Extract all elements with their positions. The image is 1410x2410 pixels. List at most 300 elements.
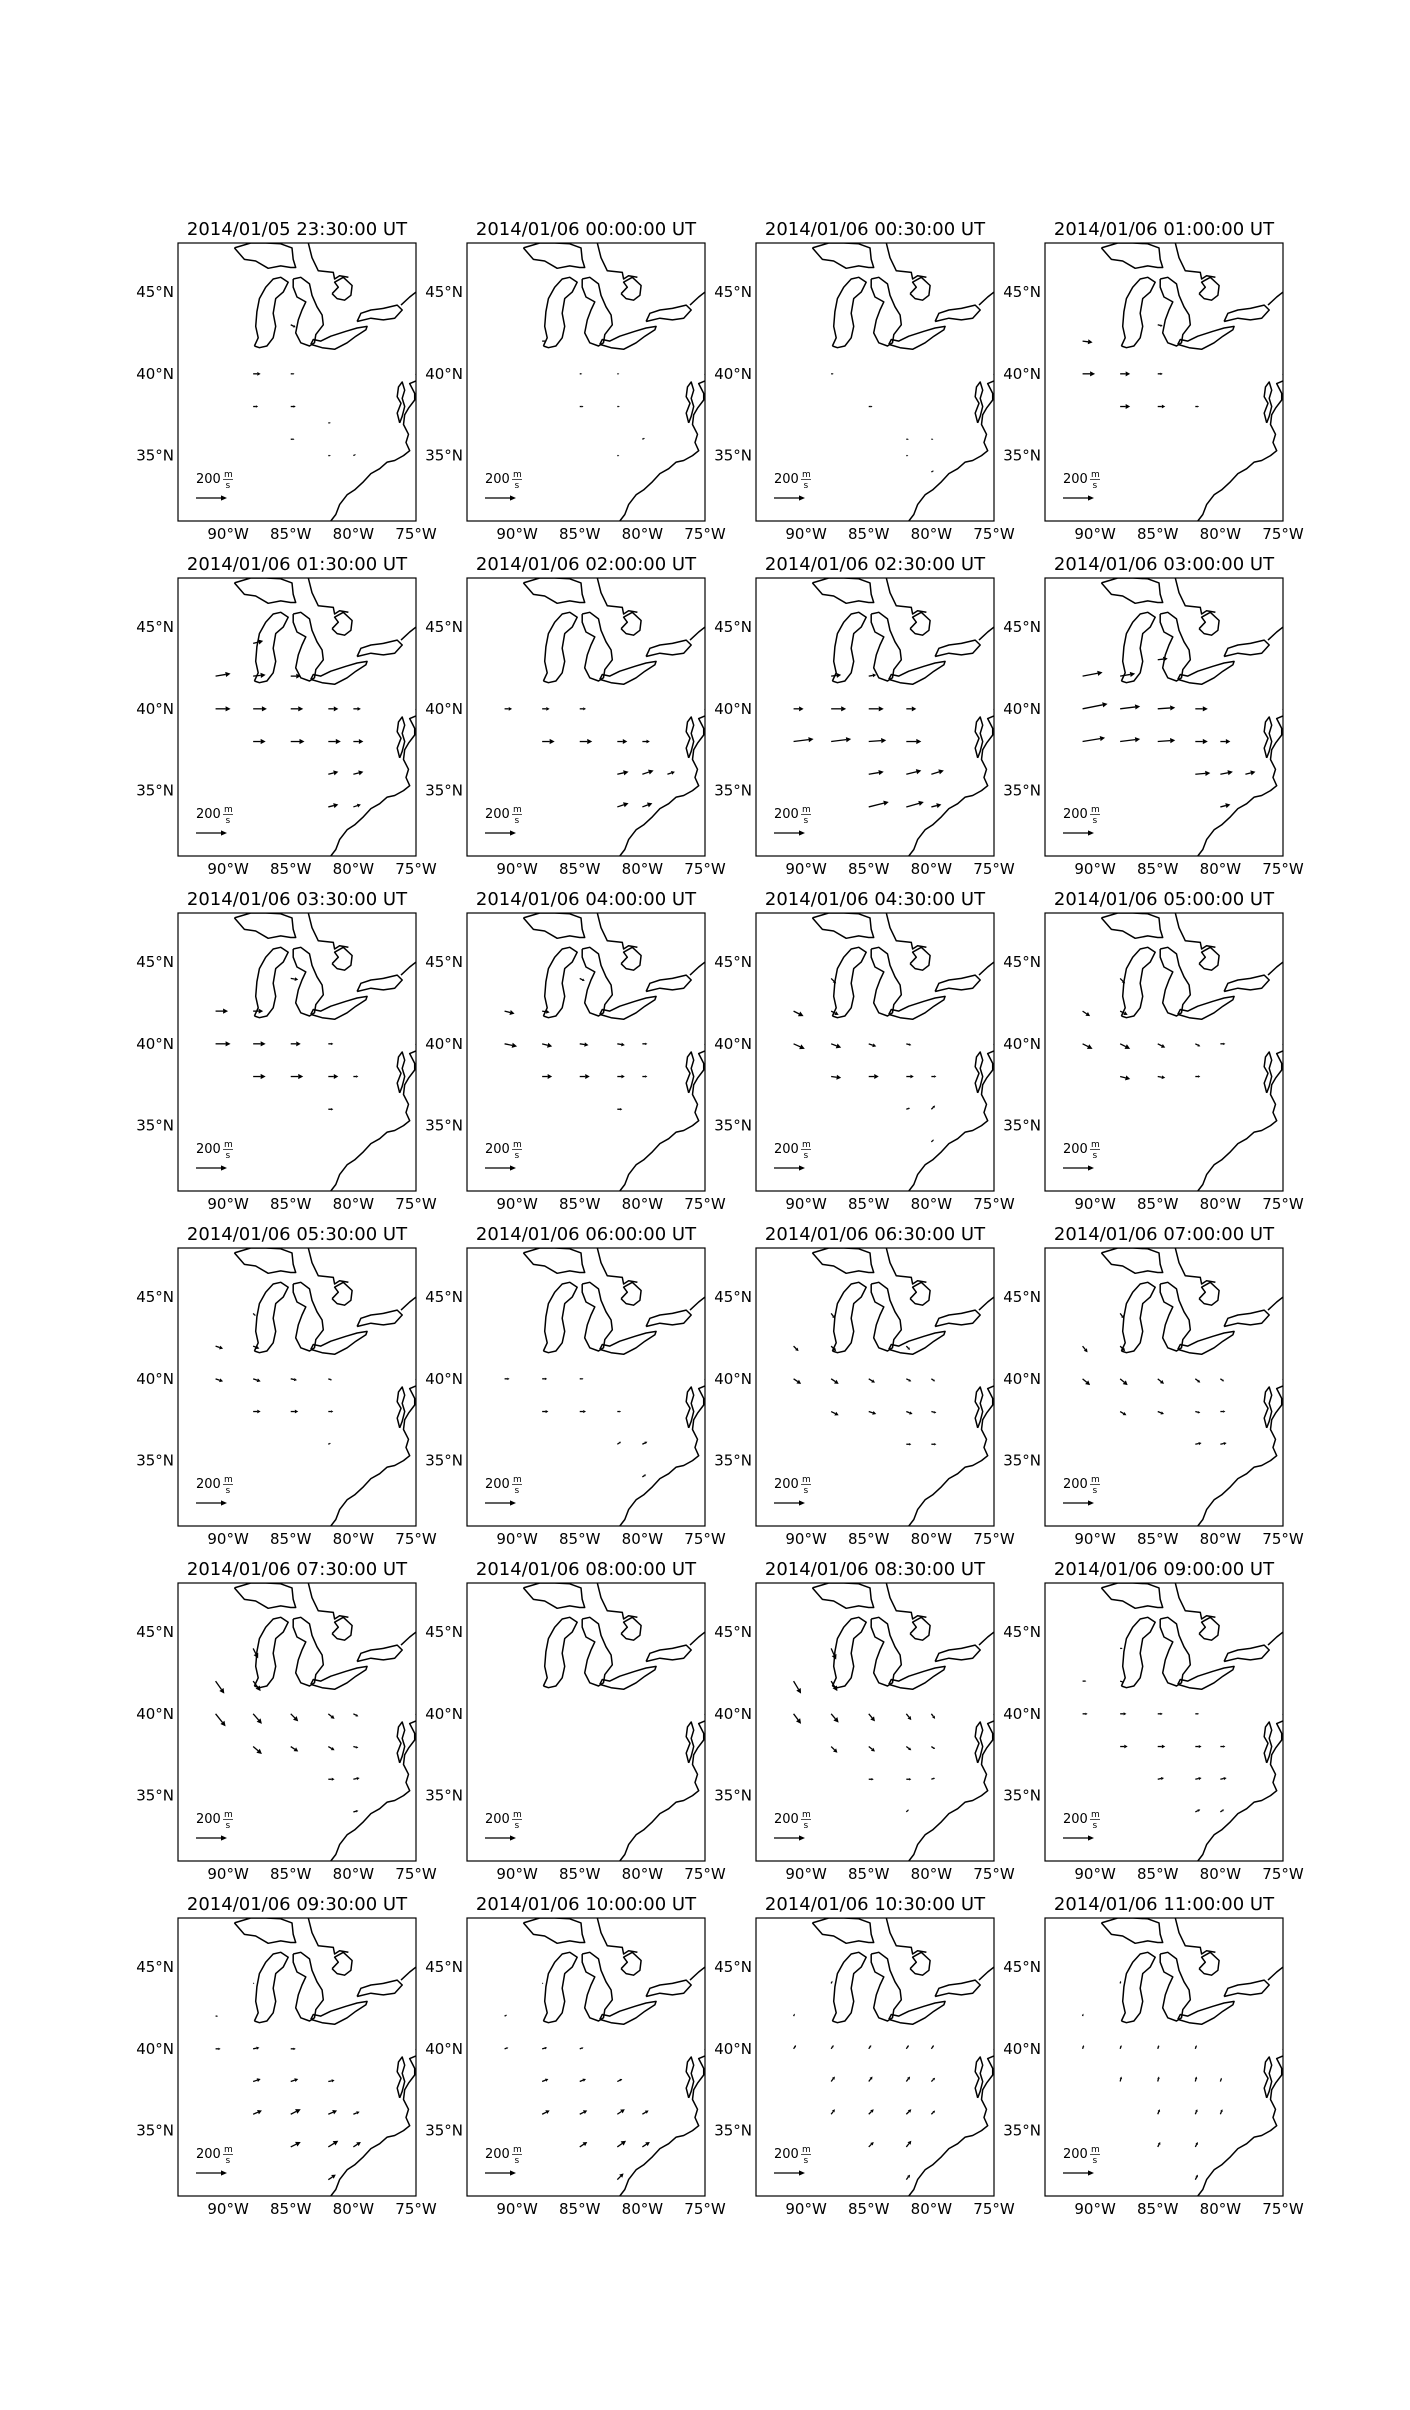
scale-unit-denominator: s [803,2156,809,2166]
x-tick-label: 75°W [1262,525,1304,543]
scale-unit-denominator: s [514,1821,520,1831]
wind-vector [1220,1442,1226,1445]
wind-vector [328,422,331,423]
wind-vector [291,2142,301,2147]
wind-vector [328,770,338,775]
map-panel [136,1559,437,1883]
wind-vector [617,1108,622,1111]
wind-vector [906,1778,911,1781]
coastline-huron_mi [871,612,901,681]
wind-vector [1220,770,1233,775]
x-tick-label: 90°W [785,1865,827,1883]
scale-unit-numerator: m [513,1140,522,1150]
coastline-st_lawrence [401,1967,416,1980]
coastline-st_lawrence [1268,962,1283,975]
x-tick-label: 85°W [270,1530,312,1548]
y-tick-label: 35°N [425,446,463,465]
y-tick-label: 35°N [136,1451,174,1470]
scale-label: 200 [774,807,799,822]
panel-title: 2014/01/06 08:30:00 UT [764,1559,986,1580]
wind-vector [1083,339,1093,344]
wind-vector [869,406,873,408]
wind-vector [1083,702,1108,709]
scale-unit-denominator: s [1092,1821,1098,1831]
coastline-east_coast [909,374,996,521]
panel-title: 2014/01/06 00:00:00 UT [475,219,697,240]
x-tick-label: 85°W [270,525,312,543]
coastline-superior [234,1248,295,1273]
wind-vector [542,2047,547,2050]
wind-vector [906,1809,909,1812]
wind-vector [906,1379,911,1382]
wind-vector [794,2014,795,2017]
wind-vector [931,769,944,774]
wind-vector [542,739,555,744]
coastline-st_lawrence [401,1632,416,1645]
coastline-huron_mi [582,1617,612,1686]
scale-arrow [1063,2145,1100,2176]
scale-label: 200 [774,1812,799,1827]
scale-unit-numerator: m [802,1475,811,1485]
scale-label: 200 [196,1812,221,1827]
coastline-chesapeake [397,1052,405,1093]
wind-vector [794,2045,797,2049]
x-tick-label: 90°W [785,1530,827,1548]
x-tick-label: 85°W [848,1865,890,1883]
scale-arrow [774,805,811,836]
wind-vector [1120,1379,1128,1385]
wind-vector [869,1778,874,1781]
wind-vector [253,405,258,408]
wind-vector [1157,2045,1159,2049]
y-tick-label: 40°N [425,699,463,718]
coastline-georgian [621,277,641,300]
wind-vector [542,1983,543,1984]
wind-vector [931,1139,934,1142]
coastline-north_shore [308,913,348,949]
wind-vector [906,2109,911,2114]
wind-vector [580,2047,584,2049]
y-tick-label: 45°N [714,283,752,302]
coastline-huron_mi [1160,947,1190,1016]
coastline-chesapeake [1264,1052,1272,1093]
coastline-huron_mi [582,612,612,681]
wind-vector [642,740,650,744]
wind-vector [869,801,889,807]
wind-vector [617,2173,623,2179]
wind-vector [931,803,941,808]
wind-vector [1083,736,1106,741]
coastline-ontario [646,1980,691,1996]
wind-vector [328,1747,334,1751]
wind-vector [291,2078,299,2082]
y-tick-label: 35°N [714,781,752,800]
coastline-ontario [1224,640,1269,656]
panel-title: 2014/01/05 23:30:00 UT [186,219,408,240]
x-tick-label: 75°W [395,1195,437,1213]
coastline-chesapeake [975,1722,983,1763]
wind-vector [1083,1713,1088,1716]
wind-vector [1195,739,1208,744]
wind-vector [253,1983,254,1984]
wind-vector [1120,1075,1130,1080]
wind-vector [1158,2109,1161,2114]
scale-unit-denominator: s [225,481,231,491]
wind-vector [906,1411,912,1414]
map-panel [714,889,1015,1213]
scale-unit-numerator: m [1091,1810,1100,1820]
coastline-michigan [254,947,288,1017]
wind-vector [216,1346,224,1350]
coastline-east_coast [331,2049,418,2196]
coastline-north_shore [886,1918,926,1954]
wind-vector [353,739,363,744]
wind-vector [906,1075,914,1079]
coastline-chesapeake [1264,717,1272,758]
coastline-superior [234,913,295,938]
scale-arrow [196,805,233,836]
coastline-georgian [621,612,641,635]
wind-vector [542,1043,552,1048]
y-tick-label: 40°N [1003,1704,1041,1723]
wind-vector [1195,2077,1198,2082]
coastline-north_shore [308,578,348,614]
x-tick-label: 80°W [1199,525,1242,543]
wind-vector [542,2110,550,2114]
y-tick-label: 40°N [1003,1369,1041,1388]
coastline-georgian [1199,277,1219,300]
coastline-huron_mi [871,1952,901,2021]
x-tick-label: 80°W [910,1530,953,1548]
wind-vector [1120,672,1135,677]
coastline-michigan [832,1282,866,1352]
y-tick-label: 35°N [136,1786,174,1805]
map-panel [136,554,437,878]
scale-unit-denominator: s [514,1151,520,1161]
coastline-superior [234,578,295,603]
coastline-north_shore [886,243,926,279]
y-tick-label: 45°N [714,1623,752,1642]
wind-vector [353,804,361,808]
wind-vector [931,439,933,440]
coastline-st_lawrence [690,627,705,640]
wind-vector [794,1346,799,1351]
x-tick-label: 90°W [207,2200,249,2218]
coastline-north_shore [308,1248,348,1284]
y-tick-label: 45°N [1003,1623,1041,1642]
x-tick-label: 75°W [1262,2200,1304,2218]
coastline-michigan [254,1952,288,2022]
coastline-ontario [1224,975,1269,991]
scale-unit-denominator: s [225,1486,231,1496]
scale-unit-denominator: s [514,2156,520,2166]
scale-label: 200 [774,1477,799,1492]
coastline-michigan [254,612,288,682]
panel-title: 2014/01/06 10:00:00 UT [475,1894,697,1915]
coastline-superior [1101,243,1162,268]
wind-vector [1120,1981,1121,1984]
wind-vector [831,373,834,374]
wind-vector [1158,1777,1164,1780]
wind-vector [216,1009,229,1014]
wind-vector [931,2110,935,2114]
coastline-superior [523,578,584,603]
coastline-superior [1101,1248,1162,1273]
coastline-michigan [254,1617,288,1687]
coastline-east_coast [1198,2049,1285,2196]
wind-vector [580,707,586,710]
wind-vector [328,1074,338,1079]
wind-vector [291,373,295,375]
wind-vector [291,1378,297,1381]
wind-vector [931,471,934,472]
coastline-huron_mi [293,947,323,1016]
x-tick-label: 80°W [332,1530,375,1548]
wind-vector [216,2015,219,2016]
coastline-georgian [332,1282,352,1305]
wind-vector [931,1411,936,1414]
wind-vector [216,1681,225,1694]
panel-title: 2014/01/06 07:00:00 UT [1053,1224,1275,1245]
y-tick-label: 40°N [425,1704,463,1723]
coastline-north_shore [886,913,926,949]
wind-vector [869,1074,879,1079]
wind-vector [906,1714,911,1720]
coastline-ontario [935,305,980,321]
wind-vector [1195,1075,1200,1078]
scale-unit-numerator: m [224,1140,233,1150]
x-tick-label: 90°W [1074,1195,1116,1213]
wind-vector [291,1410,299,1414]
coastline-north_shore [1175,1583,1215,1619]
map-panel [714,1559,1015,1883]
scale-unit-denominator: s [1092,816,1098,826]
wind-vector [353,1714,358,1717]
coastline-georgian [332,612,352,635]
wind-vector [617,2109,625,2114]
coastline-ontario [1224,1980,1269,1996]
wind-vector [505,1010,515,1015]
x-tick-label: 90°W [207,525,249,543]
coastline-chesapeake [975,717,983,758]
x-tick-label: 85°W [848,1530,890,1548]
x-tick-label: 90°W [496,1865,538,1883]
wind-vector [1220,739,1230,744]
x-tick-label: 75°W [1262,860,1304,878]
scale-label: 200 [1063,1477,1088,1492]
scale-label: 200 [485,1477,510,1492]
y-tick-label: 40°N [425,364,463,383]
wind-vector [580,1074,590,1079]
y-tick-label: 45°N [714,953,752,972]
map-panel [714,1894,1015,2218]
coastline-north_shore [1175,578,1215,614]
coastline-north_shore [1175,243,1215,279]
scale-unit-numerator: m [513,1810,522,1820]
wind-vector [794,1714,802,1724]
scale-unit-denominator: s [1092,1151,1098,1161]
wind-vector [1158,1745,1166,1749]
wind-vector [869,1714,875,1722]
coastline-st_lawrence [1268,292,1283,305]
y-tick-label: 40°N [714,1369,752,1388]
scale-unit-denominator: s [514,1486,520,1496]
coastline-north_shore [1175,1918,1215,1954]
coastline-ontario [935,640,980,656]
x-tick-label: 90°W [785,525,827,543]
y-tick-label: 35°N [1003,1451,1041,1470]
wind-vector [1245,770,1255,775]
wind-vector [580,1378,584,1380]
y-tick-label: 35°N [425,1786,463,1805]
coastline-north_shore [886,1583,926,1619]
coastline-north_shore [308,1918,348,1954]
x-tick-label: 85°W [848,2200,890,2218]
wind-vector [1158,1713,1163,1716]
scale-arrow [485,1140,522,1171]
wind-vector [869,706,884,711]
y-tick-label: 40°N [1003,699,1041,718]
coastline-st_lawrence [1268,1297,1283,1310]
y-tick-label: 45°N [425,283,463,302]
wind-vector [906,2175,910,2180]
coastline-east_coast [909,2049,996,2196]
y-tick-label: 40°N [136,699,174,718]
scale-label: 200 [485,472,510,487]
y-tick-label: 35°N [714,446,752,465]
y-tick-label: 45°N [136,953,174,972]
wind-vector [1195,1745,1201,1748]
y-tick-label: 45°N [425,618,463,637]
wind-vector [906,801,924,807]
coastline-huron_mi [582,947,612,1016]
panel-title: 2014/01/06 01:30:00 UT [186,554,408,575]
coastline-chesapeake [975,1052,983,1093]
wind-vector [831,1747,837,1753]
x-tick-label: 75°W [973,860,1015,878]
wind-vector [1083,671,1103,676]
map-panel [425,1559,726,1883]
wind-vector [353,1746,358,1749]
wind-vector [291,438,295,440]
y-tick-label: 35°N [136,446,174,465]
wind-vector [931,1714,935,1719]
wind-vector [580,2079,586,2082]
scale-label: 200 [774,2147,799,2162]
y-tick-label: 40°N [714,699,752,718]
x-tick-label: 85°W [559,1195,601,1213]
y-tick-label: 45°N [714,618,752,637]
coastline-st_lawrence [979,962,994,975]
scale-unit-numerator: m [224,1475,233,1485]
coastline-chesapeake [686,1722,694,1763]
wind-vector [906,769,921,774]
coastline-st_lawrence [979,1967,994,1980]
x-tick-label: 85°W [270,2200,312,2218]
wind-vector [1195,1809,1200,1812]
panel-title: 2014/01/06 05:30:00 UT [186,1224,408,1245]
coastline-superior [234,243,295,268]
wind-vector [869,1043,877,1047]
x-tick-label: 85°W [848,1195,890,1213]
coastline-chesapeake [975,382,983,423]
scale-unit-numerator: m [1091,470,1100,480]
coastline-east_coast [331,709,418,856]
coastline-east_coast [620,1379,707,1526]
y-tick-label: 35°N [1003,1786,1041,1805]
x-tick-label: 90°W [1074,1865,1116,1883]
x-tick-label: 85°W [270,1865,312,1883]
wind-vector [906,706,916,711]
coastline-georgian [1199,947,1219,970]
wind-vector [869,1747,875,1752]
y-tick-label: 45°N [136,1958,174,1977]
x-tick-label: 90°W [496,1530,538,1548]
wind-vector [1195,2109,1198,2114]
panel-title: 2014/01/06 04:00:00 UT [475,889,697,910]
y-tick-label: 35°N [136,781,174,800]
coastline-ontario [357,1645,402,1661]
y-tick-label: 35°N [136,2121,174,2140]
x-tick-label: 80°W [1199,1195,1242,1213]
scale-unit-denominator: s [803,481,809,491]
wind-vector [291,1714,299,1722]
y-tick-label: 35°N [136,1116,174,1135]
coastline-georgian [332,947,352,970]
scale-arrow [1063,1140,1100,1171]
scale-unit-numerator: m [1091,2145,1100,2155]
coastline-georgian [1199,612,1219,635]
wind-vector [1120,404,1130,409]
wind-vector [505,1378,510,1381]
y-tick-label: 40°N [136,364,174,383]
coastline-michigan [543,1282,577,1352]
coastline-st_lawrence [690,962,705,975]
wind-vector [869,2142,874,2147]
wind-vector [869,2109,874,2114]
x-tick-label: 75°W [1262,1865,1304,1883]
coastline-huron_mi [871,277,901,346]
coastline-chesapeake [686,382,694,423]
wind-vector [642,1474,646,1477]
coastline-st_lawrence [690,1967,705,1980]
scale-label: 200 [196,1477,221,1492]
coastline-georgian [910,1282,930,1305]
wind-vector [353,707,361,711]
coastline-michigan [543,277,577,347]
wind-vector [328,706,338,711]
scale-label: 200 [774,472,799,487]
x-tick-label: 85°W [848,860,890,878]
wind-vector [328,1108,333,1111]
wind-vector [931,1075,936,1078]
wind-vector [794,1681,802,1694]
x-tick-label: 80°W [621,525,664,543]
coastline-chesapeake [1264,1722,1272,1763]
wind-vector [253,739,266,744]
scale-unit-numerator: m [513,470,522,480]
scale-unit-numerator: m [802,1140,811,1150]
coastline-ontario [646,1645,691,1661]
wind-vector [906,1108,910,1110]
coastline-north_shore [597,578,637,614]
coastline-superior [812,243,873,268]
coastline-michigan [1121,947,1155,1017]
y-tick-label: 40°N [136,2039,174,2058]
wind-vector [253,1313,256,1316]
coastline-huron_mi [1160,1617,1190,1686]
map-panel [136,219,437,543]
